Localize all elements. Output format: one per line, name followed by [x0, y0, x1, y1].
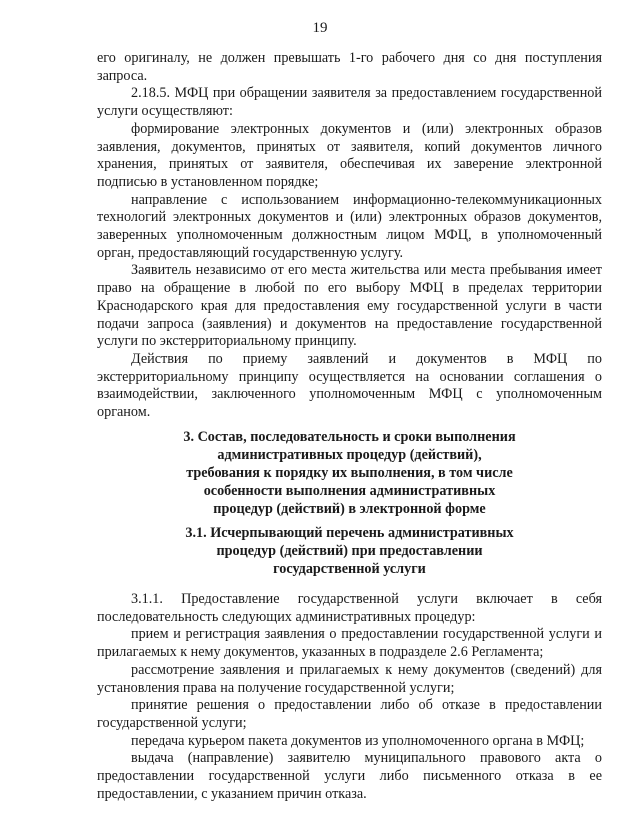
heading-line: требования к порядку их выполнения, в том числе: [186, 465, 513, 481]
subsection-heading-3-1: [97, 524, 602, 578]
paragraph: его оригиналу, не должен превышать 1-го рабочего дня со дня поступления запроса.: [97, 50, 602, 84]
paragraph: передача курьером пакета документов из уполномоченного органа в МФЦ;: [131, 732, 585, 749]
heading-line: 3.1. Исчерпывающий перечень административных: [185, 525, 514, 541]
paragraph-block-1: [97, 50, 602, 422]
paragraph: формирование электронных документов и (или) электронных образов заявления, документов, принятых от заявителя, копий документов личного хранения, принятых от заявителя, обеспечивая их заверение электронной подписью в установленном порядке;: [97, 120, 602, 190]
section-heading-3: [97, 428, 602, 518]
heading-line: административных процедур (действий),: [217, 447, 482, 463]
heading-line: 3. Состав, последовательность и сроки выполнения: [183, 429, 516, 445]
paragraph: направление с использованием информационно-телекоммуникационных технологий электронных документов и (или) электронных образов документов, заверенных уполномоченным должностным лицом МФЦ, в уполномоченный орган, предоставляющий государственную услугу.: [97, 191, 602, 261]
paragraph: рассмотрение заявления и прилагаемых к нему документов (сведений) для установления права на получение государственной услуги;: [97, 661, 602, 696]
page-number: 19: [312, 20, 328, 36]
heading-line: государственной услуги: [273, 561, 426, 577]
heading-line: процедур (действий) при предоставлении: [216, 543, 483, 559]
paragraph: Заявитель независимо от его места жительства или места пребывания имеет право на обращение в любой по его выбору МФЦ в пределах территории Краснодарского края для предоставления ему государственной услуги в части подачи запроса (заявления) и документов на предоставление государственной услуги по экстерриториальному принципу.: [97, 262, 602, 350]
heading-line: особенности выполнения административных: [203, 483, 496, 499]
heading-line: процедур (действий) в электронной форме: [213, 501, 486, 517]
paragraph: прием и регистрация заявления о предоставлении государственной услуги и прилагаемых к нему документов, указанных в подразделе 2.6 Регламента;: [97, 626, 602, 661]
paragraph: 2.18.5. МФЦ при обращении заявителя за предоставлением государственной услуги осуществляют:: [97, 85, 602, 120]
paragraph: выдача (направление) заявителю муниципального правового акта о предоставлении государственной услуги либо письменного отказа в ее предоставлении, с указанием причин отказа.: [97, 750, 602, 802]
paragraph-block-2: [97, 591, 602, 803]
paragraph: принятие решения о предоставлении либо об отказе в предоставлении государственной услуги;: [97, 697, 602, 731]
paragraph: Действия по приему заявлений и документов в МФЦ по экстерриториальному принципу осуществляется на основании соглашения о взаимодействии, заключенного уполномоченным МФЦ с уполномоченным органом.: [97, 350, 602, 421]
paragraph: 3.1.1. Предоставление государственной услуги включает в себя последовательность следующих административных процедур:: [97, 591, 602, 625]
